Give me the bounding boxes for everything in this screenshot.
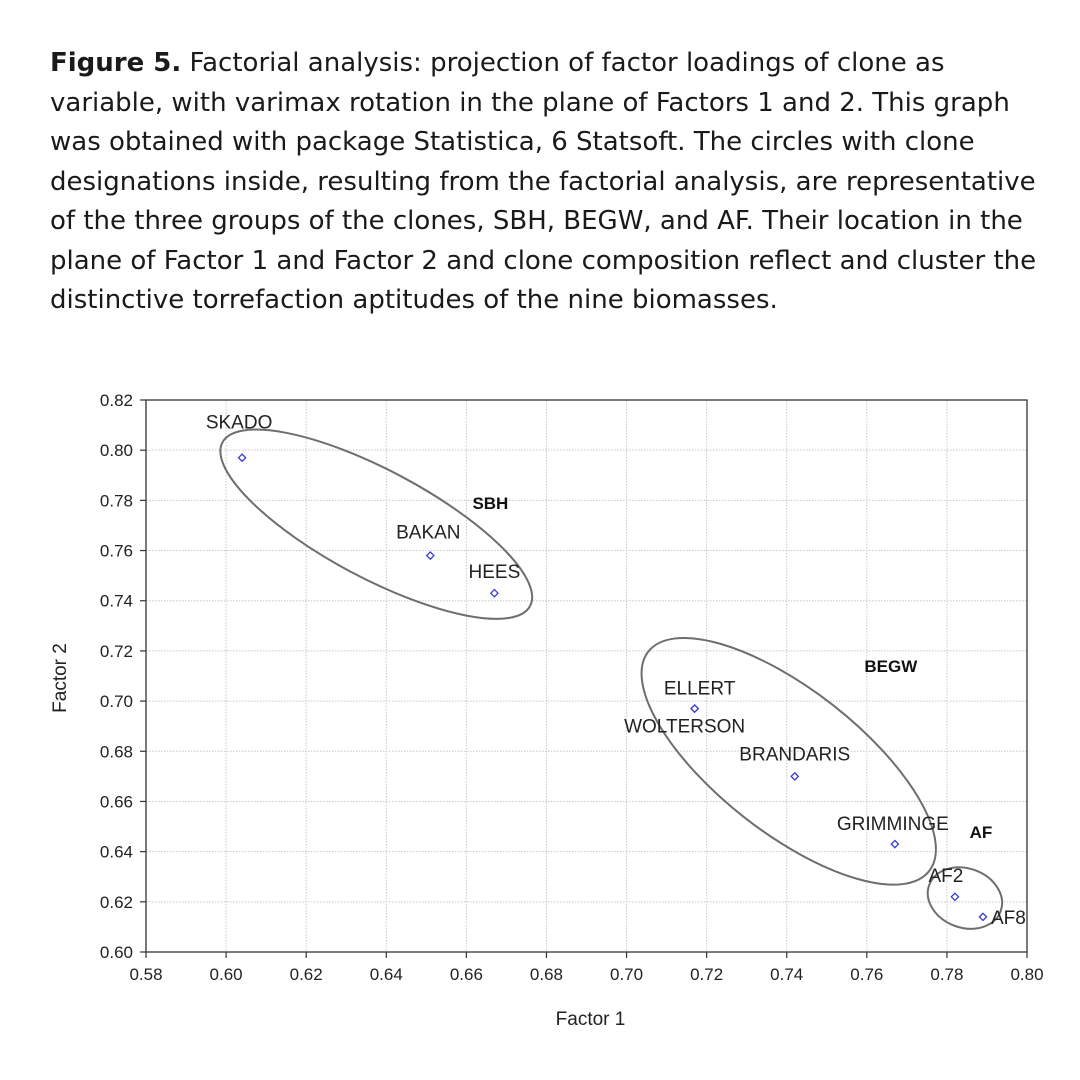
y-tick-label: 0.66 [99,792,133,812]
x-tick-label: 0.68 [529,965,564,984]
point-label-grimminge: GRIMMINGE [836,814,949,836]
y-tick-label: 0.78 [99,491,133,511]
y-tick-label: 0.82 [99,391,133,410]
x-tick-label: 0.70 [609,965,644,984]
x-tick-label: 0.80 [1010,965,1044,984]
point-label-af8: AF8 [990,907,1026,929]
x-tick-label: 0.74 [770,965,804,984]
group-label-af: AF [969,822,993,842]
x-tick-label: 0.76 [850,965,884,984]
point-af2 [951,893,958,900]
point-label-ellert: ELLERT [663,678,736,700]
x-tick-label: 0.60 [209,965,243,984]
x-tick-label: 0.64 [369,965,403,984]
y-tick-label: 0.74 [99,591,133,611]
point-label-bakan: BAKAN [396,522,461,544]
point-label-skado: SKADO [205,412,273,434]
point-brandaris [791,773,798,780]
y-tick-label: 0.76 [99,541,133,561]
x-tick-label: 0.62 [289,965,323,984]
point-wolterson [691,705,698,712]
x-axis-title: Factor 1 [555,1009,626,1030]
y-tick-label: 0.72 [99,641,133,661]
y-tick-label: 0.80 [99,441,133,461]
point-skado [239,454,246,461]
y-tick-label: 0.68 [99,742,133,762]
y-tick-label: 0.64 [99,842,133,862]
y-tick-label: 0.60 [99,943,133,962]
y-tick-label: 0.70 [99,692,133,712]
group-label-sbh: SBH [472,494,509,514]
x-tick-label: 0.72 [690,965,724,984]
point-label-hees: HEES [468,562,521,584]
x-tick-label: 0.66 [449,965,483,984]
group-label-begw: BEGW [864,657,918,677]
y-tick-label: 0.62 [99,892,133,912]
caption-text: Factorial analysis: projection of factor loadings of clone as variable, with varimax rotation in the plane of Factors 1 and 2. This graph was obtained with package Statistica, 6 Statsoft. The circles with clone designations inside, resulting from the factorial analysis, are representative of the three groups of the clones, SBH, BEGW, and AF. Their location in the plane of Factor 1 and Factor 2 and clone composition reflect and cluster the distinctive torrefaction aptitudes of the nine biomasses. [50,48,1037,315]
point-label-wolterson: WOLTERSON [624,716,746,738]
point-bakan [427,552,434,559]
point-label-brandaris: BRANDARIS [739,744,851,766]
point-hees [491,590,498,597]
point-grimminge [891,841,898,848]
x-tick-label: 0.78 [930,965,964,984]
point-af8 [979,913,986,920]
figure-number: Figure 5. [50,48,182,78]
y-axis-title: Factor 2 [50,643,71,713]
point-label-af2: AF2 [928,865,964,887]
x-tick-label: 0.58 [129,965,163,984]
